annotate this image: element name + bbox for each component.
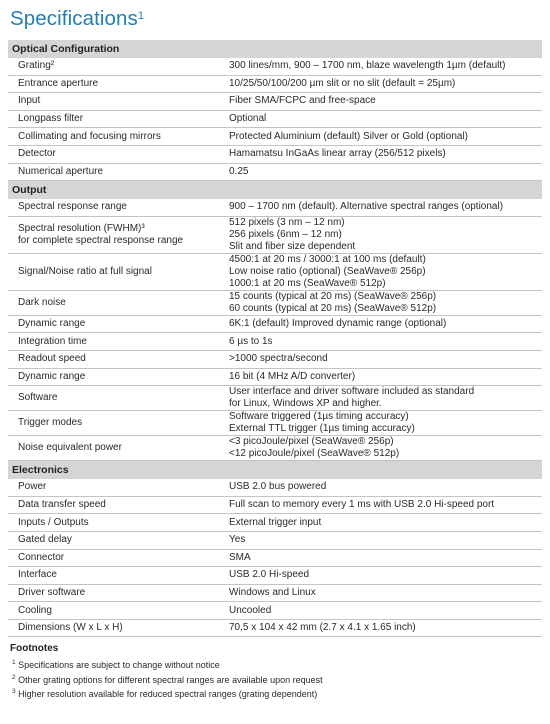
spec-value-line: Windows and Linux [229, 586, 316, 598]
spec-label: Interface [18, 569, 57, 581]
spec-value-line: 0.25 [229, 165, 249, 177]
spec-label: Detector [18, 148, 56, 160]
spec-value-line: Hamamatsu InGaAs linear array (256/512 pixels) [229, 148, 446, 160]
spec-row [8, 532, 542, 550]
spec-value-line: >1000 spectra/second [229, 353, 328, 365]
spec-row [8, 369, 542, 387]
spec-value-line: 70,5 x 104 x 42 mm (2.7 x 4.1 x 1.65 inch) [229, 622, 416, 634]
spec-row [8, 602, 542, 620]
footnote-text: Specifications are subject to change without notice [15, 660, 220, 671]
spec-value-line: Software triggered (1µs timing accuracy) [229, 411, 409, 423]
spec-value-line: Uncooled [229, 604, 272, 616]
footnote-number: 2 [12, 673, 16, 681]
spec-value [223, 128, 542, 145]
spec-value-line: SMA [229, 551, 251, 563]
footnote [12, 657, 542, 672]
spec-label: Driver software [18, 586, 86, 598]
spec-value [223, 550, 542, 567]
footnote-number: 1 [12, 659, 16, 667]
section-heading: Output [8, 181, 542, 199]
spec-value [223, 514, 542, 531]
page-title-footnote-ref: 1 [137, 10, 145, 22]
spec-row [8, 254, 542, 291]
spec-value-line: 256 pixels (6nm – 12 nm) [229, 228, 342, 240]
spec-value-line: Full scan to memory every 1 ms with USB 2.0 Hi-speed port [229, 499, 495, 511]
spec-row [8, 620, 542, 638]
spec-value-line: 10/25/50/100/200 µm slit or no slit (default = 25µm) [229, 77, 456, 89]
spec-value-line: External TTL trigger (1µs timing accuracy) [229, 423, 415, 435]
spec-value-line: Protected Aluminium (default) Silver or Gold (optional) [229, 130, 468, 142]
spec-label: Gated delay [18, 534, 72, 546]
spec-value-line: Yes [229, 534, 246, 546]
spec-value-line: 300 lines/mm, 900 – 1700 nm, blaze wavelength 1µm (default) [229, 60, 506, 72]
spec-label: Signal/Noise ratio at full signal [18, 265, 152, 277]
spec-value [223, 217, 542, 253]
spec-value [223, 58, 542, 75]
spec-row [8, 291, 542, 316]
spec-label: Trigger modes [18, 417, 83, 429]
footnotes [8, 643, 542, 701]
footnote-text: Other grating options for different spectral ranges are available upon request [15, 674, 323, 685]
spec-row [8, 146, 542, 164]
spec-row [8, 217, 542, 254]
spec-row [8, 76, 542, 94]
spec-row [8, 351, 542, 369]
footnotes-list [8, 657, 542, 701]
spec-value [223, 411, 542, 435]
spec-value [223, 585, 542, 602]
spec-label: Entrance aperture [18, 77, 99, 89]
spec-value-line: Fiber SMA/FCPC and free-space [229, 95, 376, 107]
spec-value-line: <3 picoJoule/pixel (SeaWave® 256p) [229, 436, 394, 448]
spec-value-line: 512 pixels (3 nm – 12 nm) [229, 216, 345, 228]
spec-value-line: 900 – 1700 nm (default). Alternative spectral ranges (optional) [229, 201, 504, 213]
spec-label: Connector [18, 551, 65, 563]
spec-value [223, 76, 542, 93]
spec-value-line: USB 2.0 Hi-speed [229, 569, 310, 581]
footnote [12, 686, 542, 701]
footnote-text: Higher resolution available for reduced spectral ranges (grating dependent) [15, 689, 318, 700]
spec-label: Dynamic range [18, 370, 86, 382]
spec-value [223, 602, 542, 619]
spec-value [223, 351, 542, 368]
spec-row [8, 111, 542, 129]
spec-value-line: Low noise ratio (optional) (SeaWave® 256p) [229, 265, 426, 277]
footnotes-title: Footnotes [10, 643, 59, 655]
spec-value-line: USB 2.0 bus powered [229, 481, 327, 493]
spec-value-line: 4500:1 at 20 ms / 3000:1 at 100 ms (default) [229, 253, 426, 265]
spec-row [8, 58, 542, 76]
spec-row [8, 497, 542, 515]
spec-value [223, 164, 542, 181]
page-title-text: Specifications [10, 7, 138, 30]
spec-value [223, 291, 542, 315]
spec-value-line: 16 bit (4 MHz A/D converter) [229, 370, 356, 382]
spec-label: Readout speed [18, 353, 86, 365]
spec-label: Dark noise [18, 296, 66, 308]
spec-value [223, 369, 542, 386]
spec-value-line: 1000:1 at 20 ms (SeaWave® 512p) [229, 277, 386, 289]
spec-label: Dynamic range [18, 318, 86, 330]
spec-row [8, 479, 542, 497]
spec-value [223, 316, 542, 333]
spec-row [8, 199, 542, 217]
spec-row [8, 93, 542, 111]
section-heading: Optical Configuration [8, 40, 542, 58]
spec-row [8, 585, 542, 603]
page-title [10, 4, 542, 34]
spec-label: Software [18, 392, 58, 404]
spec-row [8, 316, 542, 334]
spec-value [223, 386, 542, 410]
footnote-number: 3 [12, 688, 16, 696]
spec-value-line: User interface and driver software included as standard [229, 386, 475, 398]
spec-value-line: Slit and fiber size dependent [229, 240, 356, 252]
spec-value [223, 333, 542, 350]
spec-value [223, 479, 542, 496]
spec-label: Integration time [18, 335, 87, 347]
spec-label: Input [18, 95, 41, 107]
spec-row [8, 567, 542, 585]
spec-row [8, 386, 542, 411]
spec-value-line: External trigger input [229, 516, 322, 528]
spec-value [223, 532, 542, 549]
spec-value-line: 60 counts (typical at 20 ms) (SeaWave® 512p) [229, 302, 437, 314]
spec-label: Grating² [18, 60, 55, 72]
spec-row [8, 164, 542, 182]
spec-row [8, 128, 542, 146]
spec-row [8, 333, 542, 351]
spec-label: Cooling [18, 604, 52, 616]
spec-row [8, 436, 542, 461]
spec-value [223, 93, 542, 110]
spec-value [223, 254, 542, 290]
spec-label: Noise equivalent power [18, 442, 122, 454]
spec-label: Spectral resolution (FWHM)³ for complete spectral response range [18, 222, 184, 246]
spec-value-line: Optional [229, 113, 267, 125]
spec-label: Spectral response range [18, 201, 127, 213]
spec-label: Numerical aperture [18, 165, 104, 177]
spec-value [223, 111, 542, 128]
spec-value [223, 436, 542, 460]
spec-value-line: <12 picoJoule/pixel (SeaWave® 512p) [229, 448, 400, 460]
spec-row [8, 411, 542, 436]
spec-label: Longpass filter [18, 113, 84, 125]
spec-value [223, 146, 542, 163]
footnote [12, 672, 542, 687]
spec-label: Power [18, 481, 47, 493]
spec-label: Data transfer speed [18, 499, 106, 511]
spec-value-line: for Linux, Windows XP and higher. [229, 398, 382, 410]
spec-label: Collimating and focusing mirrors [18, 130, 161, 142]
section-heading: Electronics [8, 461, 542, 479]
spec-label: Inputs / Outputs [18, 516, 89, 528]
spec-label: Dimensions (W x L x H) [18, 622, 123, 634]
spec-value-line: 15 counts (typical at 20 ms) (SeaWave® 256p) [229, 290, 437, 302]
spec-value [223, 199, 542, 216]
spec-value [223, 620, 542, 637]
spec-value-line: 6K:1 (default) Improved dynamic range (optional) [229, 318, 447, 330]
spec-row [8, 514, 542, 532]
spec-row [8, 550, 542, 568]
spec-value [223, 567, 542, 584]
specifications-table [8, 40, 542, 637]
spec-value [223, 497, 542, 514]
spec-value-line: 6 µs to 1s [229, 335, 273, 347]
